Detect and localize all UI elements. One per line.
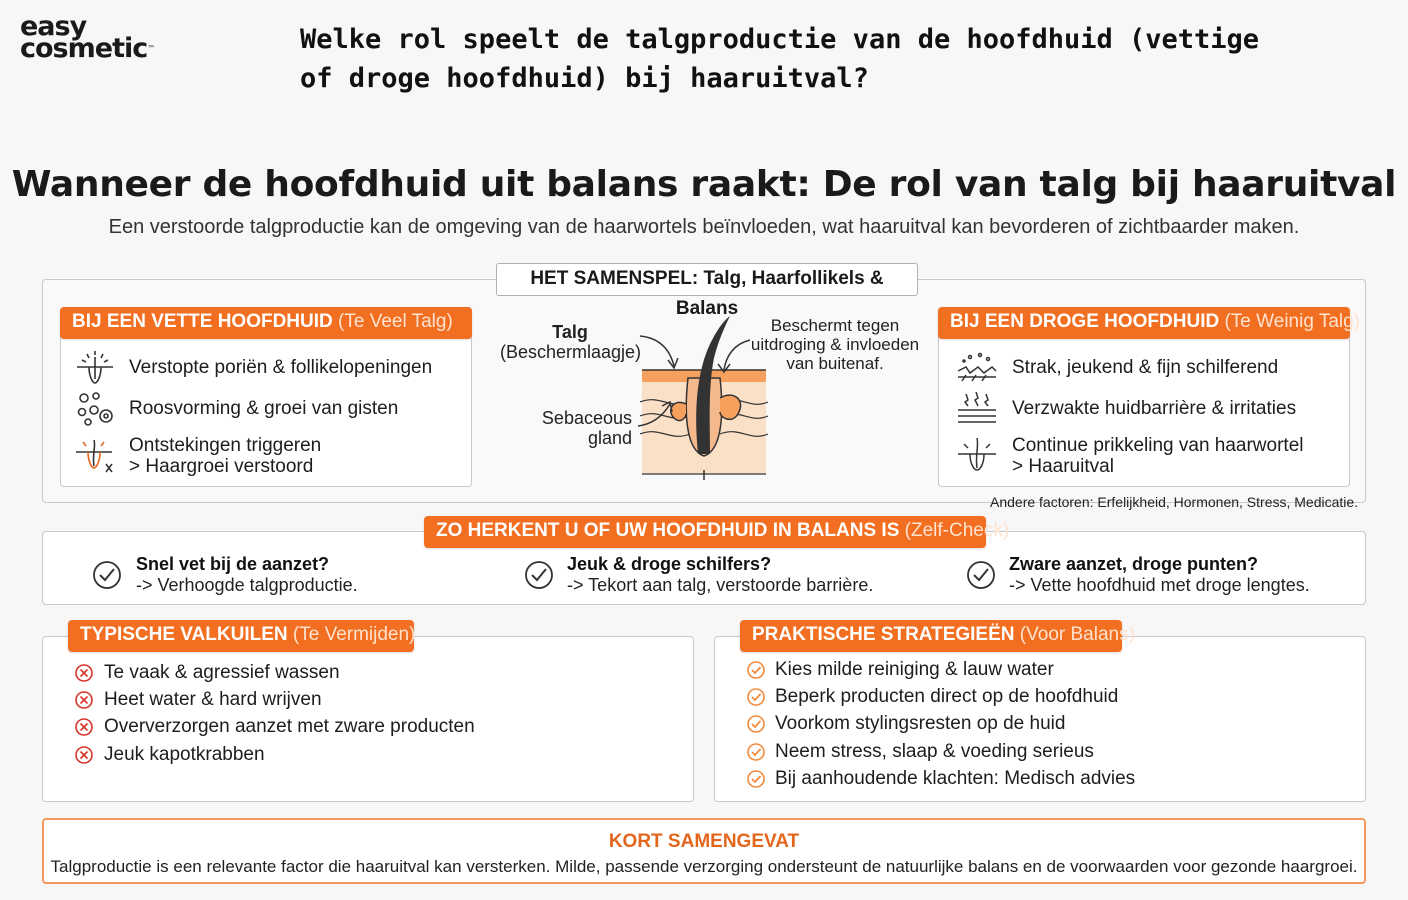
dry-item-3: Continue prikkeling van haarwortel > Haaruitval: [1012, 435, 1304, 477]
strategies-tag: [740, 620, 1135, 652]
dry-tag-bold: BIJ EEN DROGE HOOFDHUID: [950, 311, 1220, 332]
pitfalls-tag-light: (Te Vermijden): [292, 624, 416, 645]
strategy-item: Bij aanhoudende klachten: Medisch advies: [775, 768, 1136, 789]
pitfall-item: Te vaak & agressief wassen: [104, 662, 340, 683]
cross-circle-icon: [74, 690, 94, 710]
diagram-protect-label: Beschermt tegen uitdroging & invloeden van buitenaf.: [750, 316, 920, 373]
brand-logo: [20, 11, 155, 64]
strategy-item: Neem stress, slaap & voeding serieus: [775, 741, 1094, 762]
pitfall-item: Jeuk kapotkrabben: [104, 744, 265, 765]
page-subtitle: Een verstoorde talgproductie kan de omgeving van de haarwortels beïnvloeden, wat haaruitval kan bevorderen of zichtbaarder maken.: [108, 216, 1300, 238]
pitfalls-tag-bold: TYPISCHE VALKUILEN: [80, 624, 288, 645]
interplay-label: HET SAMENSPEL: Talg, Haarfollikels & Balans: [496, 263, 918, 296]
diagram-gland-label: Sebaceous gland: [541, 408, 632, 448]
clogged-pore-icon: [74, 349, 116, 387]
inflamed-follicle-icon: [74, 436, 116, 474]
weak-barrier-icon: [956, 390, 998, 428]
dry-item-2: Verzwakte huidbarrière & irritaties: [1012, 398, 1297, 419]
oily-scalp-tag: [60, 307, 472, 339]
yeast-cells-icon: [74, 390, 116, 428]
cross-circle-icon: [74, 663, 94, 683]
summary-heading: KORT SAMENGEVAT: [608, 831, 800, 852]
selfcheck-tag-bold: ZO HERKENT U OF UW HOOFDHUID IN BALANS IS: [436, 520, 900, 541]
selfcheck-item-3: Zware aanzet, droge punten? -> Vette hoofdhuid met droge lengtes.: [1009, 554, 1310, 595]
dry-item-1: Strak, jeukend & fijn schilferend: [1012, 357, 1279, 378]
check-circle-icon: [746, 769, 766, 789]
other-factors-note: Andere factoren: Erfelijkheid, Hormonen, Stress, Medicatie.: [990, 494, 1359, 510]
check-circle-icon: [92, 560, 122, 590]
check-circle-icon: [524, 560, 554, 590]
check-circle-icon: [746, 660, 766, 680]
pitfall-item: Heet water & hard wrijven: [104, 689, 322, 710]
check-circle-icon: [746, 687, 766, 707]
selfcheck-item-1: Snel vet bij de aanzet? -> Verhoogde talgproductie.: [136, 554, 358, 595]
check-circle-icon: [746, 742, 766, 762]
selfcheck-tag-light: (Zelf-Check): [904, 520, 1010, 541]
oily-item-3: Ontstekingen triggeren > Haargroei verstoord: [129, 435, 322, 477]
brand-trademark: ™: [147, 44, 155, 53]
page-title: Wanneer de hoofdhuid uit balans raakt: De rol van talg bij haaruitval: [11, 164, 1397, 205]
oily-tag-bold: BIJ EEN VETTE HOOFDHUID: [72, 311, 333, 332]
brand-line-1: easy: [20, 11, 87, 42]
summary-box: [42, 818, 1366, 884]
page-question: Welke rol speelt de talgproductie van de hoofdhuid (vettige of droge hoofdhuid) bij haaruitval?: [300, 24, 1260, 94]
oily-tag-light: (Te Veel Talg): [338, 311, 453, 332]
strategy-item: Voorkom stylingsresten op de huid: [775, 713, 1066, 734]
oily-item-1: Verstopte poriën & follikelopeningen: [129, 357, 433, 378]
brand-line-2: cosmetic: [20, 33, 148, 64]
oily-item-2: Roosvorming & groei van gisten: [129, 398, 399, 419]
cross-circle-icon: [74, 717, 94, 737]
diagram-arrows: [630, 330, 760, 440]
strategy-item: Kies milde reiniging & lauw water: [775, 659, 1054, 680]
diagram-talg-label: Talg (Beschermlaagje): [500, 322, 642, 362]
dry-scalp-tag: [938, 307, 1361, 339]
strategies-tag-bold: PRAKTISCHE STRATEGIEËN: [752, 624, 1015, 645]
selfcheck-item-2: Jeuk & droge schilfers? -> Tekort aan talg, verstoorde barrière.: [567, 554, 874, 595]
strategy-item: Beperk producten direct op de hoofdhuid: [775, 686, 1119, 707]
cross-circle-icon: [74, 745, 94, 765]
summary-text: Talgproductie is een relevante factor die haaruitval kan versterken. Milde, passende verzorging ondersteunt de natuurlijke balans en de voorwaarden voor gezonde haargroei.: [50, 857, 1358, 876]
pitfall-item: Oververzorgen aanzet met zware producten: [104, 716, 475, 737]
selfcheck-tag: [424, 516, 1010, 548]
irritated-root-icon: [956, 436, 998, 474]
pitfalls-tag: [68, 620, 414, 652]
dry-tag-light: (Te Weinig Talg): [1224, 311, 1361, 332]
check-circle-icon: [746, 714, 766, 734]
flaky-skin-icon: [956, 349, 998, 387]
check-circle-icon: [966, 560, 996, 590]
strategies-tag-light: (Voor Balans): [1019, 624, 1135, 645]
